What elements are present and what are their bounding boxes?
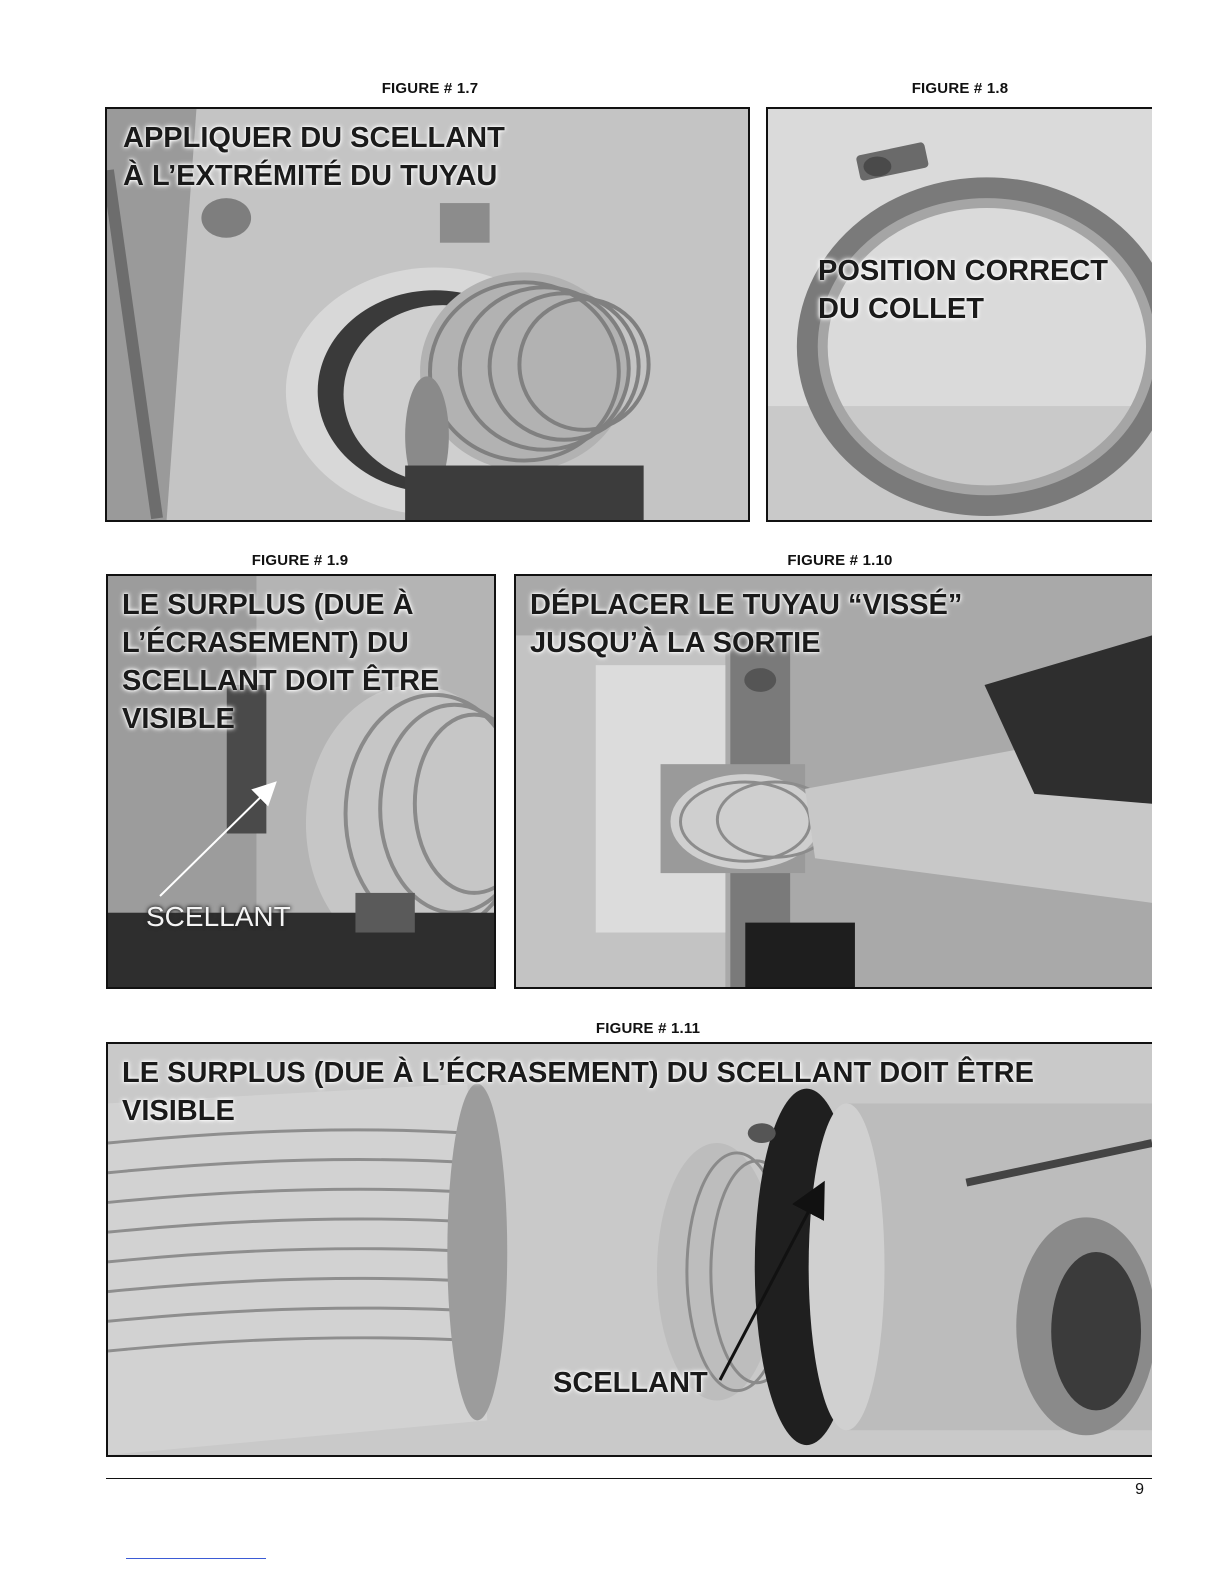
figure-1-11-label xyxy=(122,1054,1034,1130)
figure-1-9-pointer-label: SCELLANT xyxy=(146,901,291,932)
figure-1-10-caption: FIGURE # 1.10 xyxy=(787,552,893,569)
figure-1-11-pointer-label: SCELLANT xyxy=(553,1367,708,1399)
figure-1-8-label xyxy=(818,252,1108,328)
figure-1-8-label-line-1: POSITION CORRECT xyxy=(818,255,1109,287)
figure-1-11-label-line-2: VISIBLE xyxy=(122,1095,235,1127)
figure-1-11-photo xyxy=(106,1042,1152,1457)
figure-1-8-caption: FIGURE # 1.8 xyxy=(911,80,1009,97)
figure-1-10-label-line-1: DÉPLACER LE TUYAU “VISSÉ” xyxy=(530,589,963,621)
figure-1-10-label xyxy=(530,586,962,662)
figure-1-11-label-line-1: LE SURPLUS (DUE À L’ÉCRASEMENT) DU SCELLANT DOIT ÊTRE xyxy=(122,1057,1034,1089)
figure-1-9-photo xyxy=(106,574,496,989)
page-number: 9 xyxy=(1135,1481,1144,1498)
footer-rule xyxy=(106,1478,1152,1479)
figure-1-8-photo xyxy=(766,107,1152,522)
figure-1-10-photo xyxy=(514,574,1152,989)
figure-1-7-label xyxy=(123,119,505,195)
figure-1-9-caption: FIGURE # 1.9 xyxy=(251,552,349,569)
figure-1-7-label-line-2: À L’EXTRÉMITÉ DU TUYAU xyxy=(123,160,498,192)
figure-1-7-photo xyxy=(105,107,750,522)
bottom-line-mark xyxy=(126,1558,266,1559)
figure-1-7-caption: FIGURE # 1.7 xyxy=(381,80,479,97)
figure-1-9-label-line-1: LE SURPLUS (DUE À xyxy=(122,589,414,621)
figure-1-8-label-line-2: DU COLLET xyxy=(818,293,984,325)
figure-1-11-caption: FIGURE # 1.11 xyxy=(595,1020,701,1037)
figure-1-9-label-line-3: SCELLANT DOIT ÊTRE xyxy=(122,665,440,697)
figure-1-10-label-line-2: JUSQU’À LA SORTIE xyxy=(530,627,821,659)
figure-1-9-label-line-4: VISIBLE xyxy=(122,703,235,735)
figure-1-7-label-line-1: APPLIQUER DU SCELLANT xyxy=(123,122,505,154)
figure-1-9-label xyxy=(122,586,439,738)
figure-1-9-label-line-2: L’ÉCRASEMENT) DU xyxy=(122,627,409,659)
